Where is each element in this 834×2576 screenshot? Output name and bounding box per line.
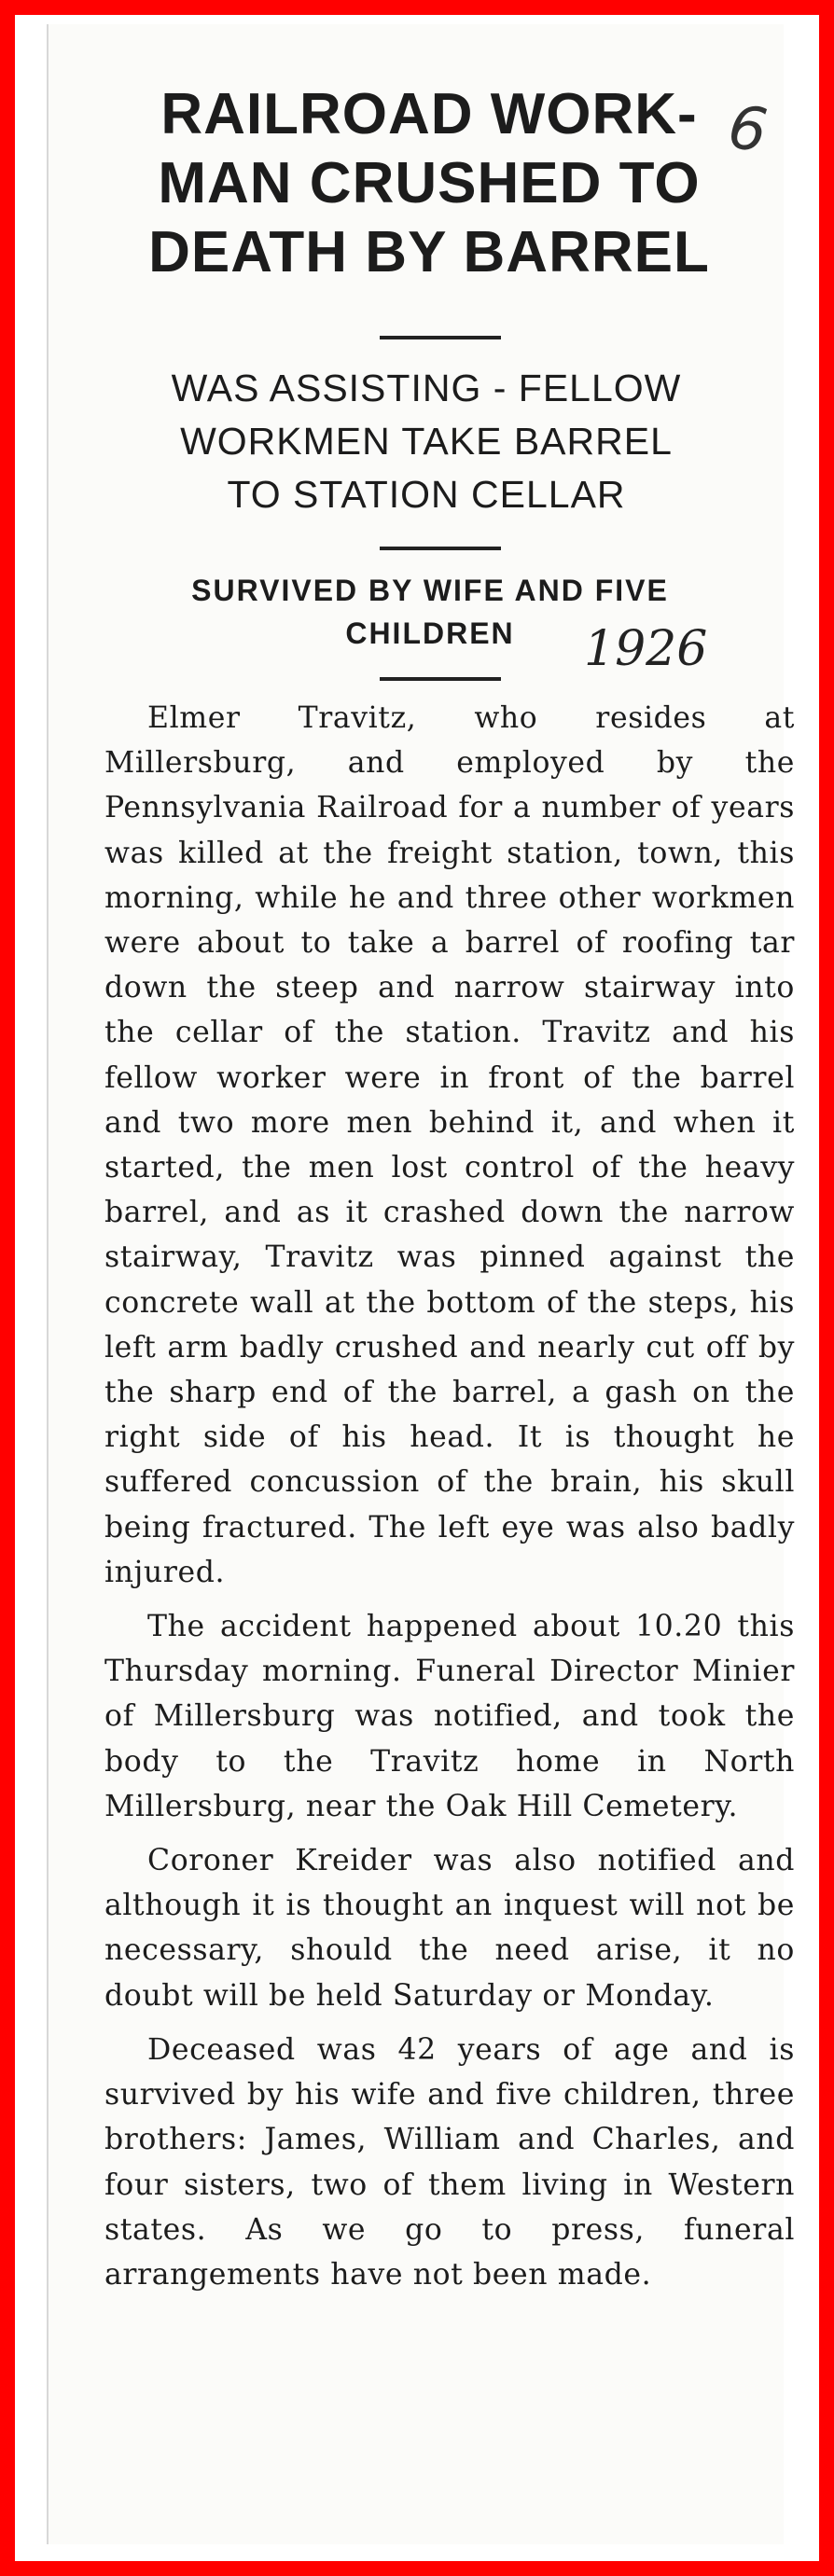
- article-paragraph: Deceased was 42 years of age and is survived by his wife and five children, three brothers: James, William and Charles, and four sisters, two of them living in Western states. As we go to press, funeral arrangements have not been made.: [104, 2032, 795, 2292]
- sub-headline: WAS ASSISTING - FELLOW WORKMEN TAKE BARREL TO STATION CELLAR: [171, 367, 682, 516]
- headline: RAILROAD WORK- MAN CRUSHED TO DEATH BY BARREL: [148, 82, 710, 284]
- article-paragraph: Elmer Travitz, who resides at Millersburg, and employed by the Pennsylvania Railroad for a number of years was killed at the freight station, town, this morning, while he and three other workmen were about to take a barrel of roofing tar down the steep and narrow stairway into the cellar of the station. Travitz and his fellow worker were in front of the barrel and two more men behind it, and when it started, the men lost control of the heavy barrel, and as it crashed down the narrow stairway, Travitz was pinned against the concrete wall at the bottom of the steps, his left arm badly crushed and nearly cut off by the sharp end of the barrel, a gash on the right side of his head. It is thought he suffered concussion of the brain, his skull being fractured. The left eye was also badly injured.: [104, 701, 795, 1589]
- article-paragraph: Coroner Kreider was also notified and although it is thought an inquest will not be necessary, should the need arise, it no doubt will be held Saturday or Monday.: [104, 1844, 795, 2013]
- divider-rule: [380, 336, 501, 339]
- handwritten-page-number: 6: [724, 92, 771, 167]
- secondary-sub-headline: SURVIVED BY WIFE AND FIVE CHILDREN: [191, 574, 669, 650]
- divider-rule: [380, 547, 501, 550]
- article-body: [104, 696, 795, 2306]
- article-paragraph: The accident happened about 10.20 this Thursday morning. Funeral Director Minier of Millersburg was notified, and took the body to the Travitz home in North Millersburg, near the Oak Hill Cemetery.: [104, 1610, 795, 1823]
- newspaper-clipping: [47, 24, 795, 2544]
- divider-rule: [380, 677, 501, 681]
- handwritten-year: 1926: [584, 621, 708, 677]
